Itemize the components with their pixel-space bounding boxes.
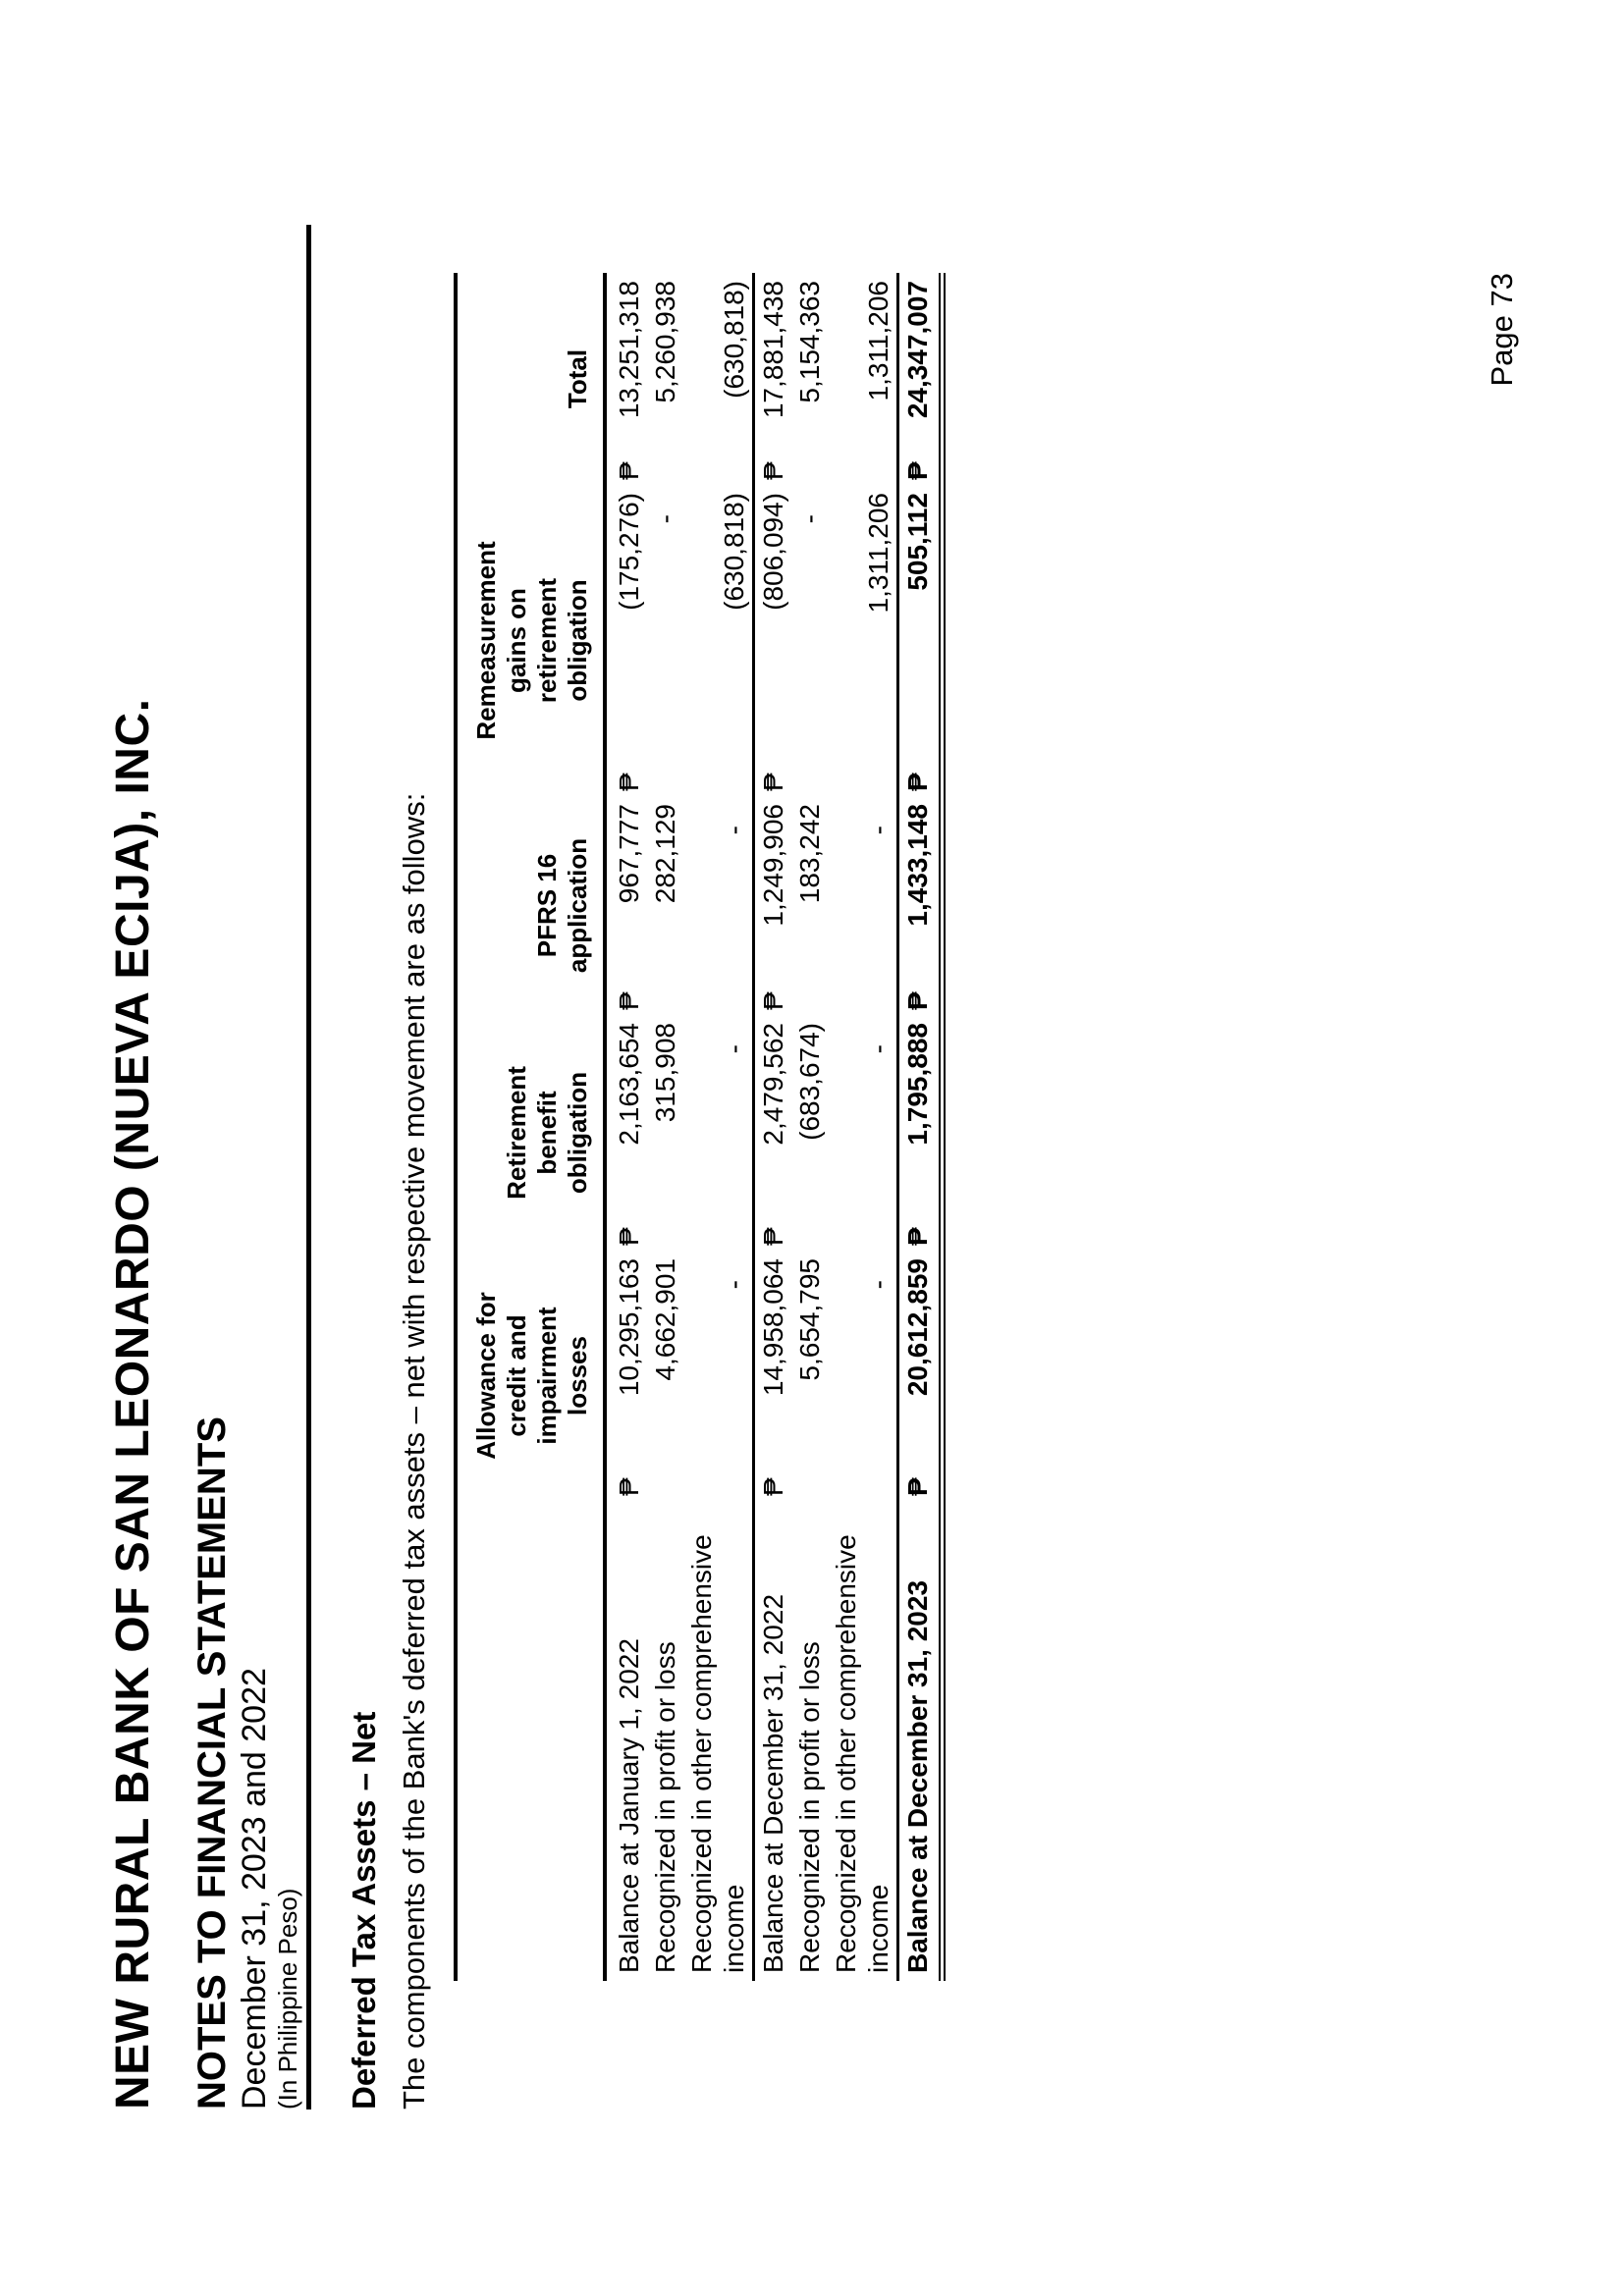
bank-name: NEW RURAL BANK OF SAN LEONARDO (NUEVA ECIJA), INC. — [107, 698, 159, 2109]
cell-value — [791, 1251, 828, 1501]
cell-value — [860, 1015, 896, 1251]
column-header: Total — [563, 348, 592, 409]
cell-value — [647, 1015, 683, 1251]
peso-sign: ₱ — [758, 773, 788, 791]
amount: - — [650, 514, 680, 524]
cell-value — [899, 1015, 936, 1251]
amount: 14,958,064 — [758, 1258, 788, 1397]
amount: - — [719, 826, 749, 835]
peso-sign: ₱ — [902, 1477, 933, 1496]
row-label: Balance at December 31, 2022 — [758, 1593, 788, 1973]
section-heading: Deferred Tax Assets – Net — [346, 1711, 382, 2109]
peso-sign: ₱ — [614, 1477, 644, 1496]
amount: 2,163,654 — [614, 1023, 644, 1146]
cell-value — [860, 485, 896, 796]
cell-value — [611, 796, 647, 1015]
amount: 5,154,363 — [794, 281, 825, 403]
amount: 183,242 — [794, 804, 825, 904]
amount: 20,612,859 — [902, 1258, 933, 1397]
amount: (630,818) — [719, 493, 749, 611]
table-row — [607, 273, 647, 1981]
amount: 2,479,562 — [758, 1023, 788, 1146]
cell-value — [716, 273, 752, 485]
cell-value — [647, 485, 683, 796]
amount: - — [719, 1280, 749, 1290]
row-label: Recognized in other comprehensive income — [686, 1534, 749, 1973]
cell-value — [791, 796, 828, 1015]
cell-value — [791, 485, 828, 796]
peso-sign: ₱ — [614, 991, 644, 1010]
cell-value — [716, 796, 752, 1015]
amount: 24,347,007 — [902, 281, 933, 419]
amount: - — [863, 826, 893, 835]
intro-sentence: The components of the Bank's deferred tax assets – net with respective movement are as follows: — [397, 792, 431, 2109]
table-header-row — [454, 273, 607, 1981]
peso-sign: ₱ — [614, 461, 644, 480]
cell-value — [611, 273, 647, 485]
amount: 13,251,318 — [614, 281, 644, 419]
cell-value — [647, 1251, 683, 1501]
row-label: Recognized in other comprehensive income — [831, 1534, 893, 1973]
row-label: Balance at December 31, 2023 — [902, 1579, 933, 1973]
cell-value — [791, 273, 828, 485]
amount: - — [794, 514, 825, 524]
cell-value — [611, 1015, 647, 1251]
column-header: Retirement benefit obligation — [502, 1066, 592, 1200]
table-row — [791, 273, 828, 1981]
cell-value — [755, 796, 791, 1015]
deferred-tax-table — [454, 273, 946, 1981]
cell-value — [647, 796, 683, 1015]
cell-value — [899, 796, 936, 1015]
peso-sign: ₱ — [902, 991, 933, 1010]
peso-sign: ₱ — [758, 1227, 788, 1246]
cell-value — [860, 1251, 896, 1501]
amount: 315,908 — [650, 1023, 680, 1123]
cell-value — [899, 273, 936, 485]
cell-value — [755, 1251, 791, 1501]
row-label: Balance at January 1, 2022 — [614, 1638, 644, 1973]
amount: - — [863, 1044, 893, 1054]
cell-value — [860, 796, 896, 1015]
cell-value — [899, 1251, 936, 1501]
amount: 1,795,888 — [902, 1023, 933, 1146]
amount: - — [863, 1280, 893, 1290]
cell-value — [791, 1015, 828, 1251]
amount: (630,818) — [719, 281, 749, 399]
cell-value — [755, 485, 791, 796]
amount: 4,662,901 — [650, 1258, 680, 1381]
cell-value — [716, 1015, 752, 1251]
table-row — [828, 273, 896, 1981]
table-row — [752, 273, 791, 1981]
statement-period: December 31, 2023 and 2022 — [236, 1668, 273, 2109]
cell-value — [716, 485, 752, 796]
header-divider-rule — [306, 225, 311, 2109]
column-header: Remeasurement gains on retirement obligation — [471, 541, 592, 740]
peso-sign: ₱ — [902, 461, 933, 480]
cell-value — [716, 1251, 752, 1501]
amount: (175,276) — [614, 493, 644, 611]
peso-sign: ₱ — [614, 1227, 644, 1246]
row-label: Recognized in profit or loss — [650, 1641, 680, 1973]
amount: 505,112 — [902, 493, 933, 591]
peso-sign: ₱ — [614, 773, 644, 791]
amount: 1,249,906 — [758, 804, 788, 927]
column-header-spacer — [579, 1501, 603, 1981]
amount: 1,311,206 — [863, 493, 893, 614]
peso-sign: ₱ — [902, 1227, 933, 1246]
column-header: PFRS 16 application — [532, 837, 592, 974]
row-label: Recognized in profit or loss — [794, 1641, 825, 1973]
peso-sign: ₱ — [758, 461, 788, 480]
amount: (683,674) — [794, 1023, 825, 1141]
cell-value — [899, 485, 936, 796]
peso-sign: ₱ — [758, 1477, 788, 1496]
cell-value — [647, 273, 683, 485]
table-row — [647, 273, 683, 1981]
page-number: Page 73 — [1485, 273, 1519, 387]
column-header: Allowance for credit and impairment losses — [471, 1292, 592, 1460]
cell-value — [860, 273, 896, 485]
amount: 10,295,163 — [614, 1258, 644, 1397]
amount: 1,433,148 — [902, 804, 933, 927]
cell-value — [755, 273, 791, 485]
table-row — [683, 273, 752, 1981]
peso-sign: ₱ — [758, 991, 788, 1010]
peso-sign: ₱ — [902, 773, 933, 791]
amount: 282,129 — [650, 804, 680, 904]
amount: 1,311,206 — [863, 281, 893, 401]
cell-value — [611, 1251, 647, 1501]
amount: - — [719, 1044, 749, 1054]
table-row — [896, 273, 939, 1981]
currency-note: (In Philippine Peso) — [273, 1888, 302, 2109]
amount: 5,654,795 — [794, 1258, 825, 1381]
amount: 17,881,438 — [758, 281, 788, 419]
cell-value — [611, 485, 647, 796]
document-title: NOTES TO FINANCIAL STATEMENTS — [190, 1416, 234, 2109]
amount: (806,094) — [758, 493, 788, 611]
table-body — [607, 273, 946, 1981]
cell-value — [755, 1015, 791, 1251]
amount: 967,777 — [614, 804, 644, 904]
amount: 5,260,938 — [650, 281, 680, 403]
